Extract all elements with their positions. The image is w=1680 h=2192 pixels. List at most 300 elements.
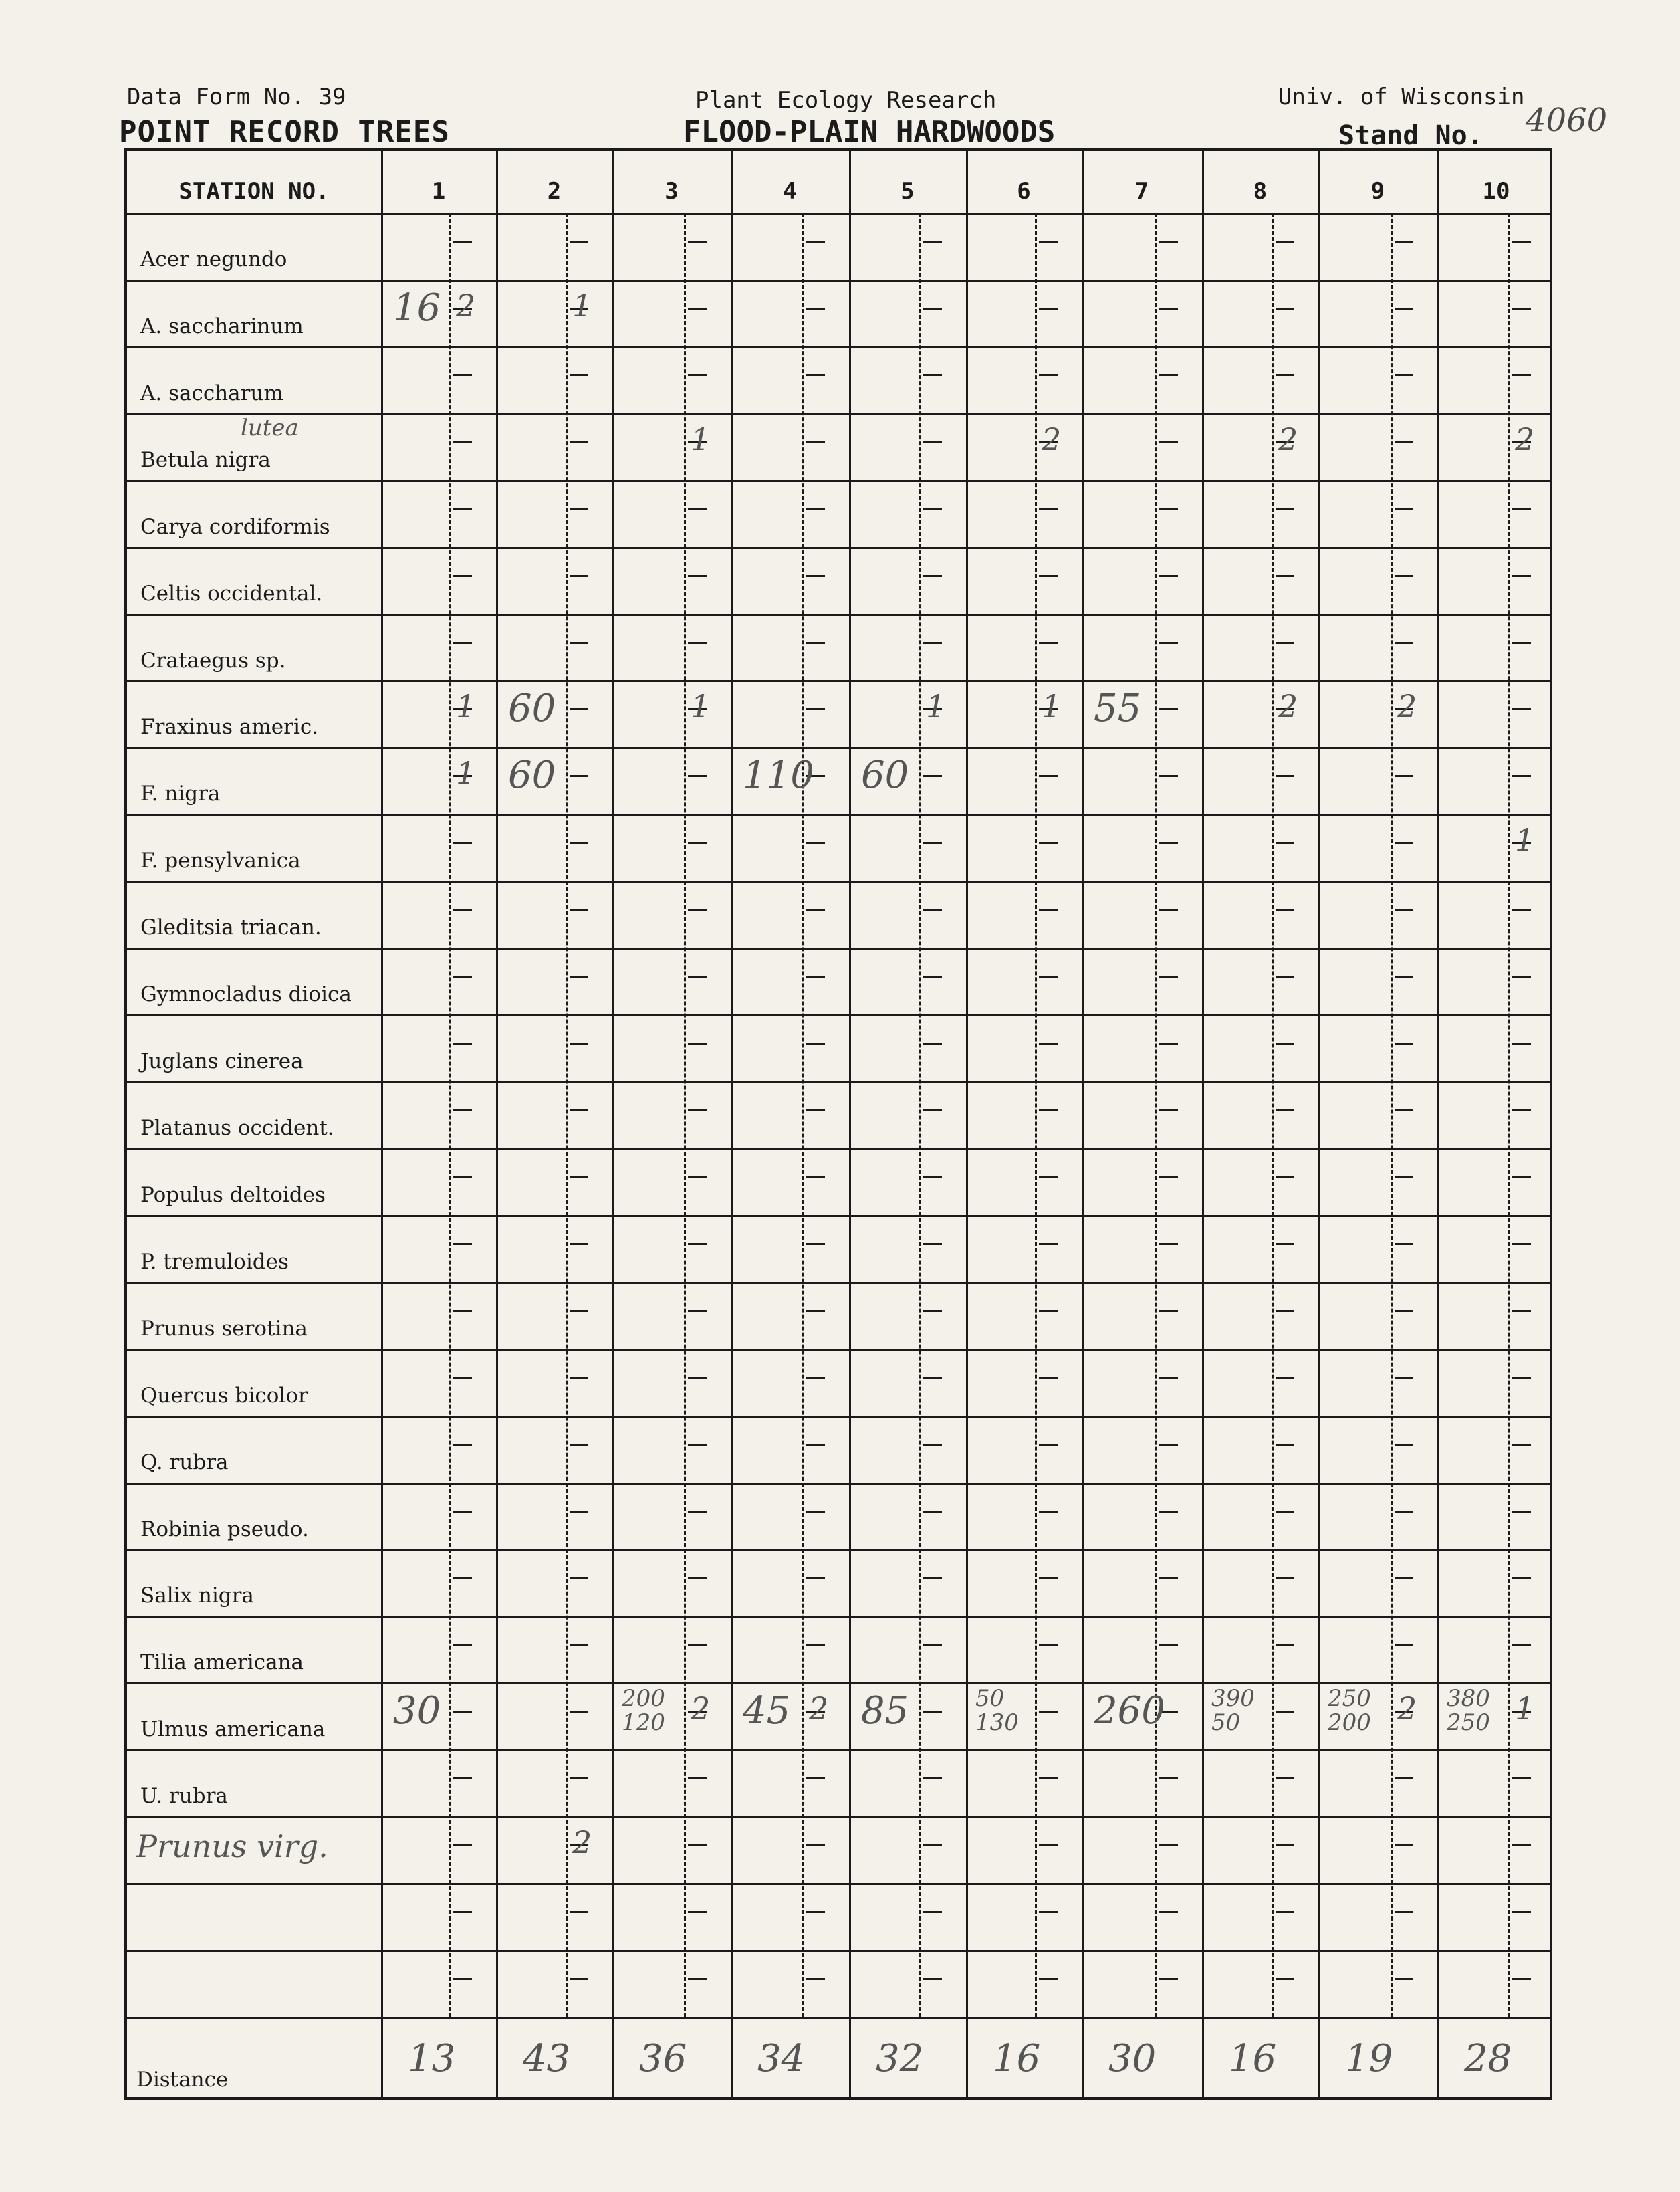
sub-column-tick bbox=[1039, 575, 1058, 577]
station-number: 3 bbox=[665, 178, 679, 205]
handwritten-count: 2 bbox=[1397, 688, 1417, 725]
sub-column-tick bbox=[1512, 1310, 1531, 1312]
sub-column-tick bbox=[688, 575, 707, 577]
sub-column-tick bbox=[570, 976, 588, 978]
sub-column-tick bbox=[688, 842, 707, 844]
sub-column-tick bbox=[1512, 1377, 1531, 1379]
species-label: Platanus occident. bbox=[140, 1115, 334, 1140]
sub-column-tick bbox=[1276, 1109, 1294, 1111]
sub-column-tick bbox=[1512, 1911, 1531, 1913]
column-divider bbox=[731, 151, 733, 2097]
sub-column-tick bbox=[923, 1911, 942, 1913]
form-title: POINT RECORD TREES bbox=[119, 115, 450, 149]
stand-number-value: 4060 bbox=[1526, 102, 1608, 139]
sub-column-tick bbox=[570, 1711, 588, 1713]
sub-column-tick bbox=[1159, 1109, 1178, 1111]
sub-column-tick bbox=[688, 1444, 707, 1446]
sub-column-tick bbox=[1395, 1911, 1413, 1913]
sub-column-tick bbox=[806, 1844, 825, 1846]
sub-column-tick bbox=[1159, 1310, 1178, 1312]
distance-value: 43 bbox=[523, 2037, 571, 2080]
sub-column-tick bbox=[806, 976, 825, 978]
sub-column-divider bbox=[449, 213, 451, 2017]
handwritten-value: 16 bbox=[393, 286, 441, 330]
row-divider bbox=[127, 1014, 1550, 1016]
sub-column-tick bbox=[1512, 575, 1531, 577]
sub-column-tick bbox=[1276, 1911, 1294, 1913]
row-divider bbox=[127, 814, 1550, 816]
sub-column-tick bbox=[688, 508, 707, 510]
sub-column-tick bbox=[1276, 1310, 1294, 1312]
sub-column-tick bbox=[806, 508, 825, 510]
sub-column-tick bbox=[1039, 508, 1058, 510]
sub-column-tick bbox=[923, 775, 942, 777]
sub-column-tick bbox=[570, 575, 588, 577]
sub-column-tick bbox=[453, 241, 472, 243]
sub-column-tick bbox=[1039, 1978, 1058, 1980]
column-divider bbox=[849, 151, 851, 2097]
sub-column-tick bbox=[1159, 1043, 1178, 1045]
distance-value: 28 bbox=[1464, 2037, 1512, 2080]
sub-column-tick bbox=[1039, 1711, 1058, 1713]
research-label: Plant Ecology Research bbox=[695, 87, 997, 114]
sub-column-tick bbox=[923, 1243, 942, 1245]
handwritten-count: 1 bbox=[456, 688, 476, 725]
sub-column-tick bbox=[923, 1644, 942, 1646]
sub-column-tick bbox=[806, 1577, 825, 1579]
station-number: 4 bbox=[783, 178, 797, 205]
sub-column-tick bbox=[1512, 1511, 1531, 1513]
sub-column-tick bbox=[688, 374, 707, 376]
sub-column-tick bbox=[1276, 842, 1294, 844]
subject-title: FLOOD-PLAIN HARDWOODS bbox=[683, 115, 1056, 149]
station-number: 10 bbox=[1482, 178, 1510, 205]
row-divider bbox=[127, 1950, 1550, 1952]
sub-column-tick bbox=[570, 1444, 588, 1446]
sub-column-tick bbox=[570, 1978, 588, 1980]
sub-column-tick bbox=[1039, 642, 1058, 644]
station-number: 5 bbox=[901, 178, 915, 205]
sub-column-tick bbox=[1395, 1310, 1413, 1312]
sub-column-tick bbox=[453, 441, 472, 443]
sub-column-divider bbox=[1272, 213, 1274, 2017]
sub-column-tick bbox=[570, 842, 588, 844]
sub-column-tick bbox=[1159, 708, 1178, 710]
form-number: Data Form No. 39 bbox=[127, 84, 346, 110]
sub-column-tick bbox=[1512, 1109, 1531, 1111]
species-label: Gymnocladus dioica bbox=[140, 982, 352, 1007]
sub-column-tick bbox=[688, 1043, 707, 1045]
handwritten-value: 250 200 bbox=[1328, 1685, 1371, 1737]
sub-column-tick bbox=[1395, 374, 1413, 376]
row-divider bbox=[127, 1081, 1550, 1083]
sub-column-tick bbox=[1276, 575, 1294, 577]
sub-column-tick bbox=[1039, 1577, 1058, 1579]
sub-column-divider bbox=[919, 213, 921, 2017]
handwritten-value: 60 bbox=[508, 754, 556, 798]
sub-column-tick bbox=[1276, 508, 1294, 510]
species-label: Tilia americana bbox=[140, 1650, 304, 1675]
sub-column-tick bbox=[1395, 1777, 1413, 1779]
sub-column-tick bbox=[1159, 976, 1178, 978]
sub-column-tick bbox=[453, 1176, 472, 1178]
sub-column-tick bbox=[923, 642, 942, 644]
column-divider bbox=[1318, 151, 1320, 2097]
species-label: F. pensylvanica bbox=[140, 849, 301, 873]
sub-column-tick bbox=[923, 241, 942, 243]
row-divider bbox=[127, 881, 1550, 883]
handwritten-value: 55 bbox=[1094, 687, 1142, 731]
row-divider bbox=[127, 1682, 1550, 1684]
sub-column-tick bbox=[1039, 1377, 1058, 1379]
sub-column-tick bbox=[1159, 642, 1178, 644]
record-table bbox=[124, 148, 1552, 2100]
sub-column-tick bbox=[453, 842, 472, 844]
row-divider bbox=[127, 346, 1550, 348]
distance-value: 16 bbox=[1229, 2037, 1277, 2080]
row-divider bbox=[127, 1749, 1550, 1751]
sub-column-tick bbox=[1276, 642, 1294, 644]
sub-column-tick bbox=[1159, 1911, 1178, 1913]
sub-column-tick bbox=[1039, 1310, 1058, 1312]
sub-column-tick bbox=[1159, 1644, 1178, 1646]
distance-value: 34 bbox=[757, 2037, 806, 2080]
sub-column-tick bbox=[923, 374, 942, 376]
sub-column-tick bbox=[453, 1109, 472, 1111]
sub-column-tick bbox=[570, 1577, 588, 1579]
sub-column-tick bbox=[1395, 642, 1413, 644]
sub-column-tick bbox=[688, 1310, 707, 1312]
sub-column-tick bbox=[806, 1777, 825, 1779]
sub-column-tick bbox=[570, 909, 588, 911]
sub-column-tick bbox=[1276, 775, 1294, 777]
sub-column-tick bbox=[1276, 1043, 1294, 1045]
sub-column-tick bbox=[923, 1577, 942, 1579]
species-label: Betula nigra bbox=[140, 447, 271, 472]
sub-column-tick bbox=[1159, 909, 1178, 911]
sub-column-tick bbox=[1159, 1243, 1178, 1245]
sub-column-tick bbox=[688, 1644, 707, 1646]
sub-column-tick bbox=[453, 1043, 472, 1045]
sub-column-tick bbox=[923, 1109, 942, 1111]
handwritten-count: 1 bbox=[1515, 1690, 1535, 1727]
station-number: 8 bbox=[1253, 178, 1268, 205]
sub-column-tick bbox=[1039, 842, 1058, 844]
sub-column-tick bbox=[1276, 1377, 1294, 1379]
sub-column-tick bbox=[1395, 1243, 1413, 1245]
sub-column-tick bbox=[923, 1310, 942, 1312]
row-divider bbox=[127, 747, 1550, 749]
sub-column-tick bbox=[1039, 1777, 1058, 1779]
sub-column-tick bbox=[806, 308, 825, 310]
species-label: Carya cordiformis bbox=[140, 514, 330, 539]
sub-column-tick bbox=[806, 1176, 825, 1178]
sub-column-tick bbox=[1395, 775, 1413, 777]
distance-value: 36 bbox=[639, 2037, 687, 2080]
sub-column-tick bbox=[806, 374, 825, 376]
sub-column-tick bbox=[923, 308, 942, 310]
sub-column-tick bbox=[1159, 1978, 1178, 1980]
sub-column-tick bbox=[806, 575, 825, 577]
species-label: Ulmus americana bbox=[140, 1717, 326, 1742]
sub-column-tick bbox=[570, 1777, 588, 1779]
sub-column-tick bbox=[570, 1377, 588, 1379]
sub-column-tick bbox=[806, 1243, 825, 1245]
sub-column-tick bbox=[806, 708, 825, 710]
sub-column-tick bbox=[1039, 1043, 1058, 1045]
sub-column-tick bbox=[806, 1911, 825, 1913]
handwritten-species: Prunus virg. bbox=[136, 1828, 328, 1865]
handwritten-value: 50 130 bbox=[975, 1685, 1019, 1737]
handwritten-count: 1 bbox=[926, 688, 946, 725]
species-label: Crataegus sp. bbox=[140, 648, 286, 673]
sub-column-tick bbox=[1159, 842, 1178, 844]
handwritten-count: 1 bbox=[691, 421, 711, 457]
sub-column-tick bbox=[453, 508, 472, 510]
species-label: Quercus bicolor bbox=[140, 1383, 308, 1408]
sub-column-tick bbox=[923, 1511, 942, 1513]
distance-value: 32 bbox=[876, 2037, 924, 2080]
sub-column-tick bbox=[688, 241, 707, 243]
sub-column-tick bbox=[1159, 1511, 1178, 1513]
handwritten-value: 85 bbox=[861, 1689, 909, 1733]
sub-column-tick bbox=[1159, 1577, 1178, 1579]
sub-column-tick bbox=[688, 1511, 707, 1513]
sub-column-tick bbox=[923, 1043, 942, 1045]
row-divider bbox=[127, 480, 1550, 482]
sub-column-tick bbox=[1512, 1176, 1531, 1178]
sub-column-tick bbox=[453, 909, 472, 911]
distance-label: Distance bbox=[136, 2068, 229, 2092]
handwritten-count: 2 bbox=[809, 1690, 829, 1727]
sub-column-tick bbox=[1276, 241, 1294, 243]
sub-column-tick bbox=[1276, 1176, 1294, 1178]
sub-column-divider bbox=[1155, 213, 1157, 2017]
sub-column-tick bbox=[1512, 374, 1531, 376]
sub-column-tick bbox=[923, 508, 942, 510]
sub-column-tick bbox=[1039, 374, 1058, 376]
handwritten-count: 1 bbox=[691, 688, 711, 725]
sub-column-tick bbox=[1512, 1043, 1531, 1045]
sub-column-tick bbox=[688, 1777, 707, 1779]
handwritten-value: 260 bbox=[1094, 1689, 1165, 1733]
column-divider bbox=[1082, 151, 1084, 2097]
sub-column-tick bbox=[1039, 775, 1058, 777]
sub-column-tick bbox=[570, 1644, 588, 1646]
species-label: P. tremuloides bbox=[140, 1249, 289, 1274]
sub-column-tick bbox=[688, 642, 707, 644]
sub-column-tick bbox=[1395, 1644, 1413, 1646]
handwritten-count: 2 bbox=[691, 1690, 711, 1727]
sub-column-tick bbox=[1276, 1711, 1294, 1713]
sub-column-tick bbox=[923, 1844, 942, 1846]
handwritten-value: 60 bbox=[508, 687, 556, 731]
sub-column-tick bbox=[453, 575, 472, 577]
station-number: 1 bbox=[431, 178, 446, 205]
column-divider bbox=[496, 151, 498, 2097]
sub-column-tick bbox=[1039, 1176, 1058, 1178]
sub-column-tick bbox=[453, 374, 472, 376]
handwritten-count: 2 bbox=[456, 287, 476, 324]
sub-column-tick bbox=[570, 1109, 588, 1111]
species-label: Prunus serotina bbox=[140, 1316, 308, 1341]
sub-column-tick bbox=[1159, 1777, 1178, 1779]
station-number: 2 bbox=[547, 178, 562, 205]
sub-column-tick bbox=[923, 575, 942, 577]
sub-column-tick bbox=[1512, 909, 1531, 911]
sub-column-tick bbox=[1159, 508, 1178, 510]
sub-column-tick bbox=[1395, 909, 1413, 911]
sub-column-tick bbox=[1276, 1511, 1294, 1513]
sub-column-tick bbox=[1159, 1176, 1178, 1178]
sub-column-tick bbox=[570, 1310, 588, 1312]
row-divider bbox=[127, 948, 1550, 950]
sub-column-tick bbox=[453, 642, 472, 644]
sub-column-tick bbox=[453, 976, 472, 978]
row-divider bbox=[127, 1549, 1550, 1551]
handwritten-count: 2 bbox=[1042, 421, 1062, 457]
sub-column-divider bbox=[566, 213, 568, 2017]
row-divider bbox=[127, 614, 1550, 616]
sub-column-tick bbox=[570, 1043, 588, 1045]
sub-column-tick bbox=[1395, 1511, 1413, 1513]
species-label: Acer negundo bbox=[140, 247, 287, 271]
sub-column-tick bbox=[1512, 1243, 1531, 1245]
sub-column-tick bbox=[806, 1310, 825, 1312]
sub-column-tick bbox=[1395, 842, 1413, 844]
sub-column-tick bbox=[923, 1777, 942, 1779]
column-divider bbox=[1202, 151, 1204, 2097]
sub-column-tick bbox=[1276, 1243, 1294, 1245]
row-divider bbox=[127, 413, 1550, 415]
row-divider bbox=[127, 547, 1550, 549]
sub-column-tick bbox=[1512, 308, 1531, 310]
sub-column-tick bbox=[923, 1377, 942, 1379]
sub-column-tick bbox=[1039, 308, 1058, 310]
sub-column-tick bbox=[1039, 1109, 1058, 1111]
species-label: U. rubra bbox=[140, 1784, 228, 1809]
row-divider bbox=[127, 1483, 1550, 1485]
sub-column-tick bbox=[1395, 1176, 1413, 1178]
handwritten-value: 30 bbox=[393, 1689, 441, 1733]
sub-column-tick bbox=[1039, 1911, 1058, 1913]
handwritten-count: 1 bbox=[456, 755, 476, 792]
sub-column-tick bbox=[1395, 1377, 1413, 1379]
sub-column-tick bbox=[688, 308, 707, 310]
species-label: Robinia pseudo. bbox=[140, 1517, 309, 1541]
handwritten-count: 2 bbox=[1515, 421, 1535, 457]
handwritten-value: 380 250 bbox=[1447, 1685, 1490, 1737]
sub-column-tick bbox=[570, 1511, 588, 1513]
sub-column-tick bbox=[453, 1444, 472, 1446]
station-number: 7 bbox=[1134, 178, 1149, 205]
sub-column-tick bbox=[1512, 1777, 1531, 1779]
sub-column-tick bbox=[453, 1310, 472, 1312]
row-divider bbox=[127, 1816, 1550, 1818]
station-number: 9 bbox=[1370, 178, 1385, 205]
sub-column-tick bbox=[688, 1377, 707, 1379]
sub-column-divider bbox=[802, 213, 804, 2017]
sub-column-tick bbox=[923, 842, 942, 844]
sub-column-tick bbox=[806, 1511, 825, 1513]
handwritten-count: 2 bbox=[1278, 421, 1298, 457]
station-number-header: STATION NO. bbox=[178, 178, 330, 205]
sub-column-tick bbox=[688, 775, 707, 777]
distance-value: 13 bbox=[408, 2037, 456, 2080]
species-label: A. saccharinum bbox=[140, 314, 304, 338]
sub-column-tick bbox=[1159, 241, 1178, 243]
sub-column-tick bbox=[806, 842, 825, 844]
distance-value: 30 bbox=[1108, 2037, 1157, 2080]
sub-column-tick bbox=[453, 1777, 472, 1779]
column-divider bbox=[612, 151, 614, 2097]
sub-column-tick bbox=[570, 441, 588, 443]
handwritten-count: 2 bbox=[1278, 688, 1298, 725]
handwritten-note: lutea bbox=[241, 414, 299, 441]
handwritten-value: 60 bbox=[861, 754, 909, 798]
sub-column-tick bbox=[1159, 441, 1178, 443]
sub-column-tick bbox=[453, 1243, 472, 1245]
sub-column-tick bbox=[1276, 1978, 1294, 1980]
sub-column-tick bbox=[1512, 1978, 1531, 1980]
sub-column-tick bbox=[570, 1243, 588, 1245]
sub-column-divider bbox=[1508, 213, 1510, 2017]
sub-column-tick bbox=[1395, 441, 1413, 443]
handwritten-value: 110 bbox=[743, 754, 814, 798]
species-label: Salix nigra bbox=[140, 1583, 254, 1608]
handwritten-value: 200 120 bbox=[622, 1685, 665, 1737]
sub-column-tick bbox=[1039, 1844, 1058, 1846]
sub-column-tick bbox=[570, 374, 588, 376]
handwritten-count: 1 bbox=[572, 287, 592, 324]
sub-column-tick bbox=[806, 441, 825, 443]
sub-column-tick bbox=[1276, 1444, 1294, 1446]
sub-column-tick bbox=[923, 1711, 942, 1713]
sub-column-tick bbox=[570, 1176, 588, 1178]
sub-column-tick bbox=[806, 1377, 825, 1379]
species-label: Q. rubra bbox=[140, 1450, 229, 1474]
sub-column-tick bbox=[1395, 1978, 1413, 1980]
sub-column-tick bbox=[1039, 976, 1058, 978]
sub-column-tick bbox=[1395, 1043, 1413, 1045]
sub-column-tick bbox=[806, 1043, 825, 1045]
sub-column-tick bbox=[1512, 1844, 1531, 1846]
sub-column-tick bbox=[688, 1844, 707, 1846]
university-label: Univ. of Wisconsin bbox=[1278, 84, 1525, 110]
sub-column-tick bbox=[806, 1444, 825, 1446]
row-divider bbox=[127, 1215, 1550, 1217]
sub-column-tick bbox=[1512, 1644, 1531, 1646]
row-divider bbox=[127, 1148, 1550, 1150]
sub-column-tick bbox=[453, 1511, 472, 1513]
sub-column-tick bbox=[688, 1109, 707, 1111]
sub-column-tick bbox=[806, 241, 825, 243]
sub-column-tick bbox=[1395, 241, 1413, 243]
species-label: F. nigra bbox=[140, 782, 221, 806]
sub-column-tick bbox=[453, 1377, 472, 1379]
sub-column-tick bbox=[806, 642, 825, 644]
row-divider bbox=[127, 2017, 1550, 2019]
row-divider bbox=[127, 1883, 1550, 1885]
sub-column-tick bbox=[1512, 976, 1531, 978]
sub-column-tick bbox=[1276, 1777, 1294, 1779]
sub-column-tick bbox=[1159, 775, 1178, 777]
handwritten-count: 2 bbox=[1397, 1690, 1417, 1727]
handwritten-value: 45 bbox=[743, 1689, 791, 1733]
sub-column-tick bbox=[1512, 1444, 1531, 1446]
species-label: Populus deltoides bbox=[140, 1182, 326, 1207]
sub-column-tick bbox=[1512, 708, 1531, 710]
